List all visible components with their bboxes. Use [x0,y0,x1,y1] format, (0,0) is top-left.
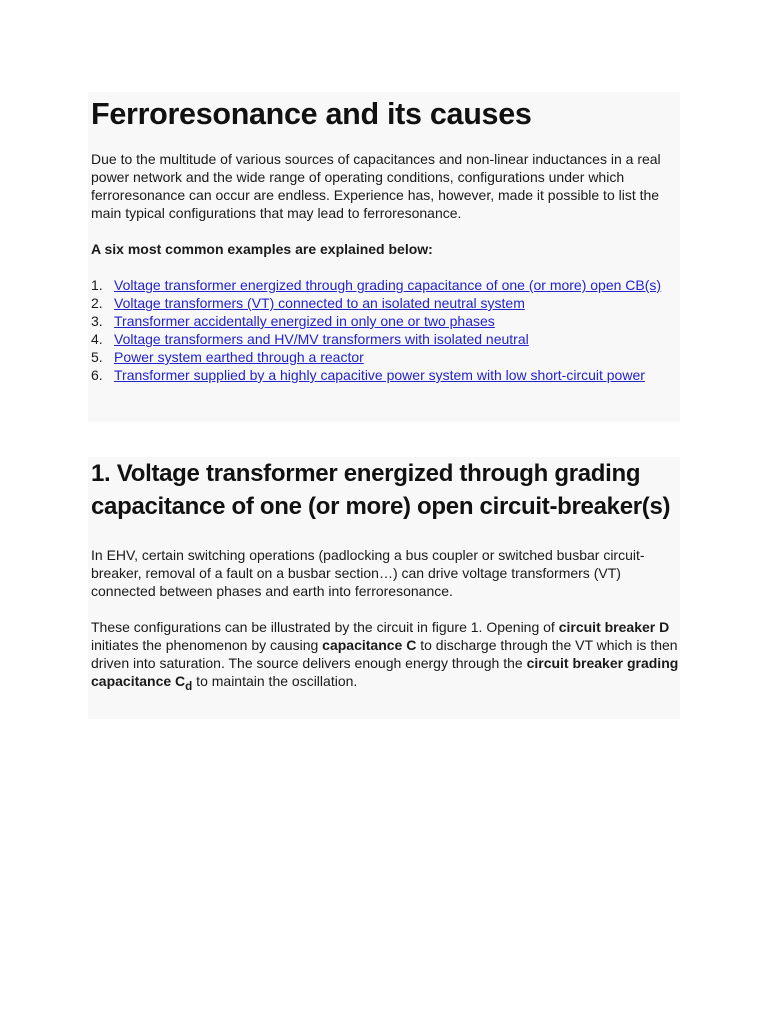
section-voltage-transformer-grading [88,457,680,719]
list-item-number: 2. [91,295,103,311]
list-item-number: 1. [91,277,103,293]
example-link-2[interactable]: Voltage transformers (VT) connected to an isolated neutral system [114,295,525,311]
example-link-1[interactable]: Voltage transformer energized through grading capacitance of one (or more) open CB(s) [114,277,662,293]
list-item-number: 3. [91,313,103,329]
configuration-paragraph [91,618,680,696]
list-item-number: 5. [91,349,103,365]
examples-list [91,276,680,384]
grading-capacitance-label: circuit breaker grading capacitance C [91,655,679,689]
section-heading: 1. Voltage transformer energized through grading capacitance of one (or more) open circuit-breaker(s) [91,460,671,520]
example-link-6[interactable]: Transformer supplied by a highly capacitive power system with low short-circuit power [114,367,645,383]
section-ferroresonance-causes [88,92,680,422]
bold-term-capacitance-c: capacitance C [322,637,417,653]
text-segment: to maintain the oscillation. [192,673,358,689]
list-item-number: 6. [91,367,103,383]
bold-term-circuit-breaker-d: circuit breaker D [558,619,670,635]
list-item [91,366,680,384]
intro-paragraph: Due to the multitude of various sources of capacitances and non-linear inductances in a real power network and the wide range of operating conditions, configurations under which ferroresonance can occur are endless. Experience has, however, made it possible to list the main typical configurations that may lead to ferroresonance. [91,151,661,221]
list-item-number: 4. [91,331,103,347]
example-link-5[interactable]: Power system earthed through a reactor [114,349,364,365]
examples-lead: A six most common examples are explained below: [91,241,433,257]
grading-capacitance-subscript: d [185,679,193,693]
ehv-paragraph: In EHV, certain switching operations (padlocking a bus coupler or switched busbar circuit-breaker, removal of a fault on a busbar section…) can drive voltage transformers (VT) connected between phases and earth into ferroresonance. [91,547,645,599]
list-item [91,294,680,312]
text-segment: These configurations can be illustrated by the circuit in figure 1. Opening of [91,619,559,635]
list-item [91,276,680,294]
page-title: Ferroresonance and its causes [91,97,532,131]
text-segment: initiates the phenomenon by causing [91,637,323,653]
list-item [91,348,680,366]
example-link-3[interactable]: Transformer accidentally energized in only one or two phases [114,313,495,329]
example-link-4[interactable]: Voltage transformers and HV/MV transformers with isolated neutral [114,331,529,347]
list-item [91,330,680,348]
list-item [91,312,680,330]
text-segment: to discharge through the VT which is then driven into saturation. The source delivers enough energy through the [91,637,678,671]
